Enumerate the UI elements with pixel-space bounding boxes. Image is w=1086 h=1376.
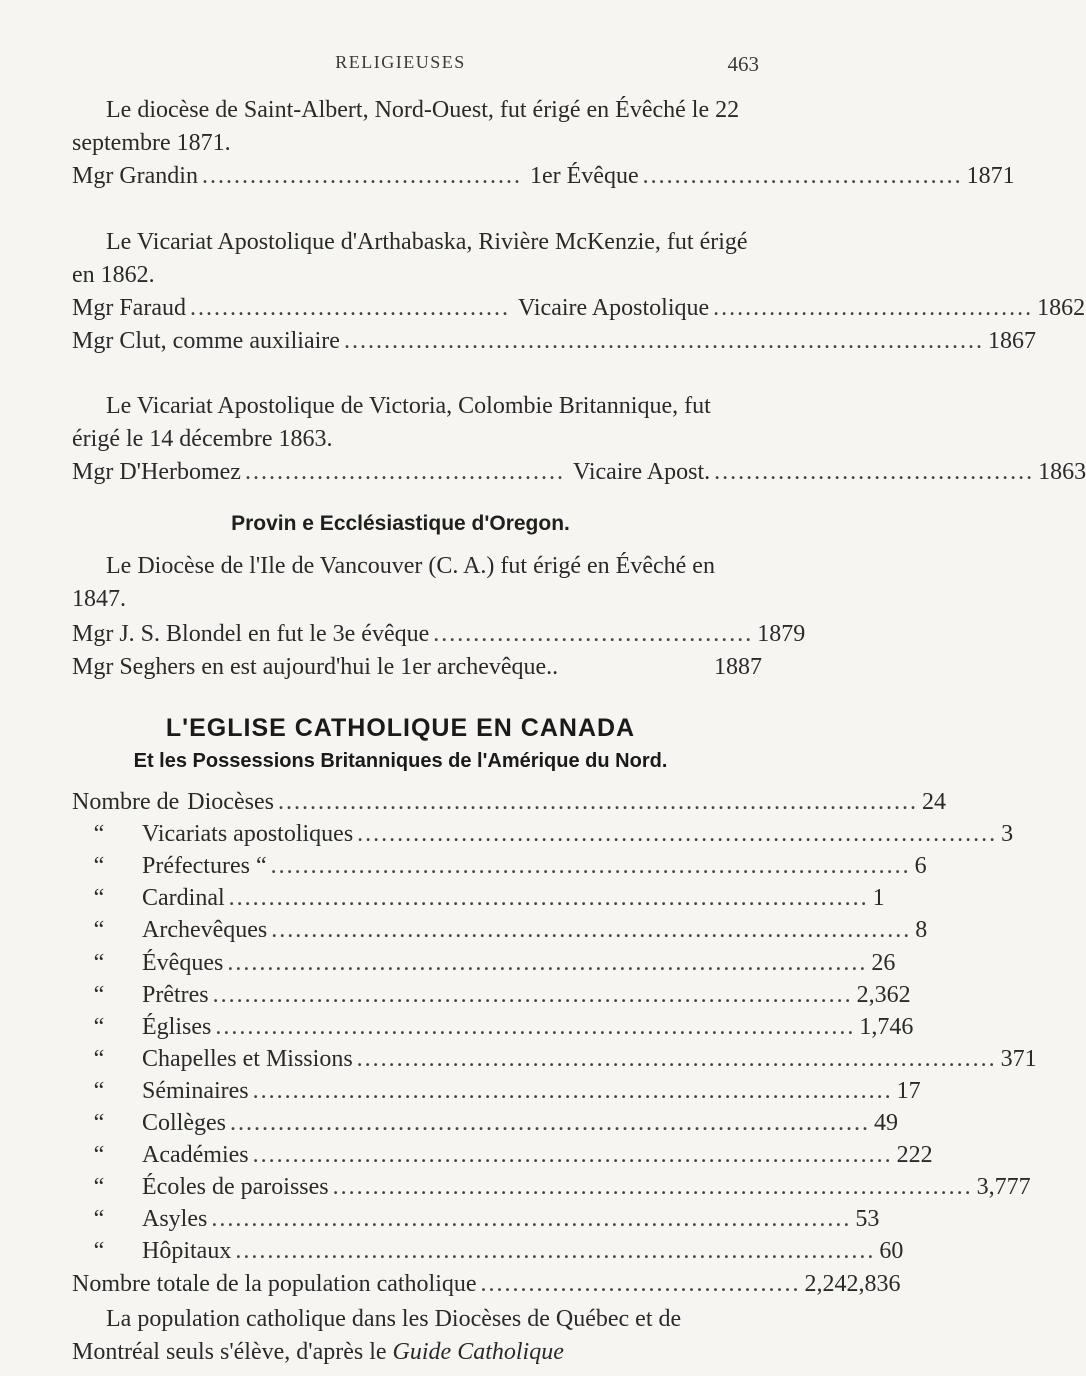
victoria-row-1 [72, 456, 1086, 489]
year: 1862 [1037, 295, 1086, 321]
dot-leader: ........................................ [714, 459, 1035, 485]
dot-leader: ........................................ [201, 163, 522, 189]
closing-paragraph [72, 1303, 762, 1369]
ditto-mark: “ [93, 1238, 105, 1265]
stat-label: Évêques [142, 949, 224, 976]
stat-value: 24 [921, 789, 946, 815]
dot-leader: ................................................................................ [252, 1142, 893, 1169]
stat-value: 17 [896, 1077, 921, 1104]
year: 1867 [987, 328, 1036, 354]
oregon-heading: Provin e Ecclésiastique d'Oregon. [231, 512, 570, 535]
bishop-name: Mgr D'Herbomez [72, 459, 241, 485]
stat-value: 60 [879, 1238, 904, 1265]
stat-row [72, 1043, 1037, 1075]
ditto-mark: “ [93, 1045, 105, 1072]
total-row [72, 1268, 901, 1300]
stat-label: Diocèses [187, 789, 274, 815]
arthabaska-paragraph: Le Vicariat Apostolique d'Arthabaska, Rivière McKenzie, fut érigé en 1862. [72, 229, 748, 288]
stat-row [72, 882, 885, 914]
arthabaska-row-2 [72, 325, 1036, 358]
stat-label: Séminaires [142, 1077, 249, 1104]
dot-leader: ................................................................................ [270, 853, 911, 880]
stat-row [72, 979, 911, 1011]
stat-row [72, 1171, 1031, 1203]
stat-label: Collèges [142, 1110, 226, 1136]
bishop-title: 1er Évêque [529, 163, 639, 189]
page-header [0, 52, 801, 84]
stat-label: Hôpitaux [142, 1238, 232, 1265]
ditto-mark: “ [93, 885, 105, 912]
dot-leader: ........................................ [189, 295, 510, 321]
dot-leader: ........................................ [480, 1270, 801, 1297]
oregon-row-2 [72, 651, 762, 684]
closing-text: La population catholique dans les Diocèses de Québec et de Montréal seuls s'élève, d'après le [72, 1306, 682, 1365]
dot-leader: ................................................................................ [271, 917, 912, 944]
dot-leader: ................................................................................ [252, 1077, 893, 1104]
dot-leader: ................................................................................ [277, 789, 918, 815]
total-label: Nombre totale de la population catholique [72, 1270, 477, 1297]
saint-albert-paragraph: Le diocèse de Saint-Albert, Nord-Ouest, fut érigé en Évêché le 22 septembre 1871. [72, 97, 740, 156]
year: 1879 [757, 621, 806, 647]
stat-value: 3,777 [976, 1174, 1031, 1201]
stat-value: 1 [872, 885, 885, 912]
total-value: 2,242,836 [804, 1270, 901, 1297]
stat-row [72, 1075, 921, 1107]
canada-subtitle: Et les Possessions Britanniques de l'Amérique du Nord. [133, 750, 668, 772]
stat-label: Cardinal [142, 885, 225, 912]
dot-leader: ................................................................................ [356, 1045, 997, 1072]
dot-leader: ........................................ [433, 621, 754, 647]
stat-value: 6 [914, 853, 927, 880]
dot-leader: ................................................................................ [211, 1206, 852, 1233]
arthabaska-row-1 [72, 292, 1086, 325]
stat-label: Églises [142, 1013, 212, 1040]
ditto-mark: “ [93, 949, 105, 976]
dot-leader: ........................................ [642, 163, 963, 189]
bishop-name: Mgr J. S. Blondel en fut le 3e évêque [72, 621, 430, 647]
ditto-mark: “ [93, 1174, 105, 1201]
ditto-mark: “ [93, 1110, 105, 1136]
stat-label: Vicariats apostoliques [142, 821, 354, 848]
ditto-mark: “ [93, 853, 105, 880]
stat-value: 371 [1000, 1045, 1037, 1072]
dot-leader: ................................................................................ [227, 949, 868, 976]
stat-value: 3 [1001, 821, 1014, 848]
stat-value: 1,746 [859, 1013, 914, 1040]
page-number: 463 [727, 52, 759, 76]
year: 1863 [1038, 459, 1086, 485]
dot-leader: ................................................................................ [228, 885, 869, 912]
year: 1887 [714, 654, 762, 680]
dot-leader: ................................................................................ [332, 1174, 973, 1201]
ditto-mark: “ [93, 1013, 105, 1040]
stat-label: Académies [142, 1142, 249, 1169]
stat-label: Prêtres [142, 981, 209, 1008]
stat-row [72, 1011, 914, 1043]
dot-leader: ................................................................................ [230, 1110, 870, 1136]
bishop-name: Mgr Seghers en est aujourd'hui le 1er archevêque.. [72, 654, 559, 680]
stat-value: 53 [855, 1206, 880, 1233]
dot-leader: ................................................................................ [215, 1013, 856, 1040]
bishop-title: Vicaire Apost. [572, 459, 711, 485]
stat-row [72, 850, 927, 882]
ditto-mark: “ [93, 1077, 105, 1104]
dot-leader: ................................................................................ [357, 821, 998, 848]
dot-leader: ................................................................................ [343, 328, 984, 354]
stat-value: 49 [874, 1110, 898, 1136]
stat-row [72, 786, 946, 818]
saint-albert-row-1 [72, 160, 1015, 193]
stat-value: 8 [915, 917, 928, 944]
stat-value: 222 [896, 1142, 933, 1169]
bishop-name: Mgr Faraud [72, 295, 186, 321]
stat-row [72, 818, 1014, 850]
stat-row [72, 914, 928, 946]
dot-leader: ................................................................................ [235, 1238, 876, 1265]
ditto-mark: “ [93, 821, 105, 848]
bishop-name: Mgr Grandin [72, 163, 198, 189]
stat-row [72, 1235, 904, 1267]
stat-label: Préfectures “ [142, 853, 267, 880]
year: 1871 [966, 163, 1015, 189]
stat-row [72, 1107, 898, 1139]
bishop-title: Vicaire Apostolique [517, 295, 710, 321]
dot-leader: ........................................ [713, 295, 1034, 321]
stat-row [72, 1203, 880, 1235]
ditto-mark: “ [93, 1142, 105, 1169]
stat-label: Chapelles et Missions [142, 1045, 353, 1072]
stat-prefix: Nombre de [72, 789, 180, 815]
dot-leader: ................................................................................ [212, 981, 853, 1008]
ditto-mark: “ [93, 981, 105, 1008]
stat-label: Écoles de paroisses [142, 1174, 329, 1201]
ditto-mark: “ [93, 1206, 105, 1233]
running-head: RELIGIEUSES [335, 52, 466, 72]
stat-value: 2,362 [856, 981, 911, 1008]
stat-label: Archevêques [142, 917, 268, 944]
oregon-row-1 [72, 618, 806, 651]
guide-title: Guide Catholique [392, 1339, 564, 1365]
ditto-mark: “ [93, 917, 105, 944]
stat-row [72, 947, 896, 979]
stat-row [72, 1139, 933, 1171]
stat-value: 26 [871, 949, 896, 976]
dot-leader: ........................................ [244, 459, 565, 485]
stat-label: Asyles [142, 1206, 208, 1233]
victoria-paragraph: Le Vicariat Apostolique de Victoria, Colombie Britannique, fut érigé le 14 décembre 1863. [72, 393, 711, 452]
bishop-name: Mgr Clut, comme auxiliaire [72, 328, 340, 354]
oregon-paragraph: Le Diocèse de l'Ile de Vancouver (C. A.) fut érigé en Évêché en 1847. [72, 553, 715, 612]
canada-title: L'EGLISE CATHOLIQUE EN CANADA [165, 714, 636, 742]
